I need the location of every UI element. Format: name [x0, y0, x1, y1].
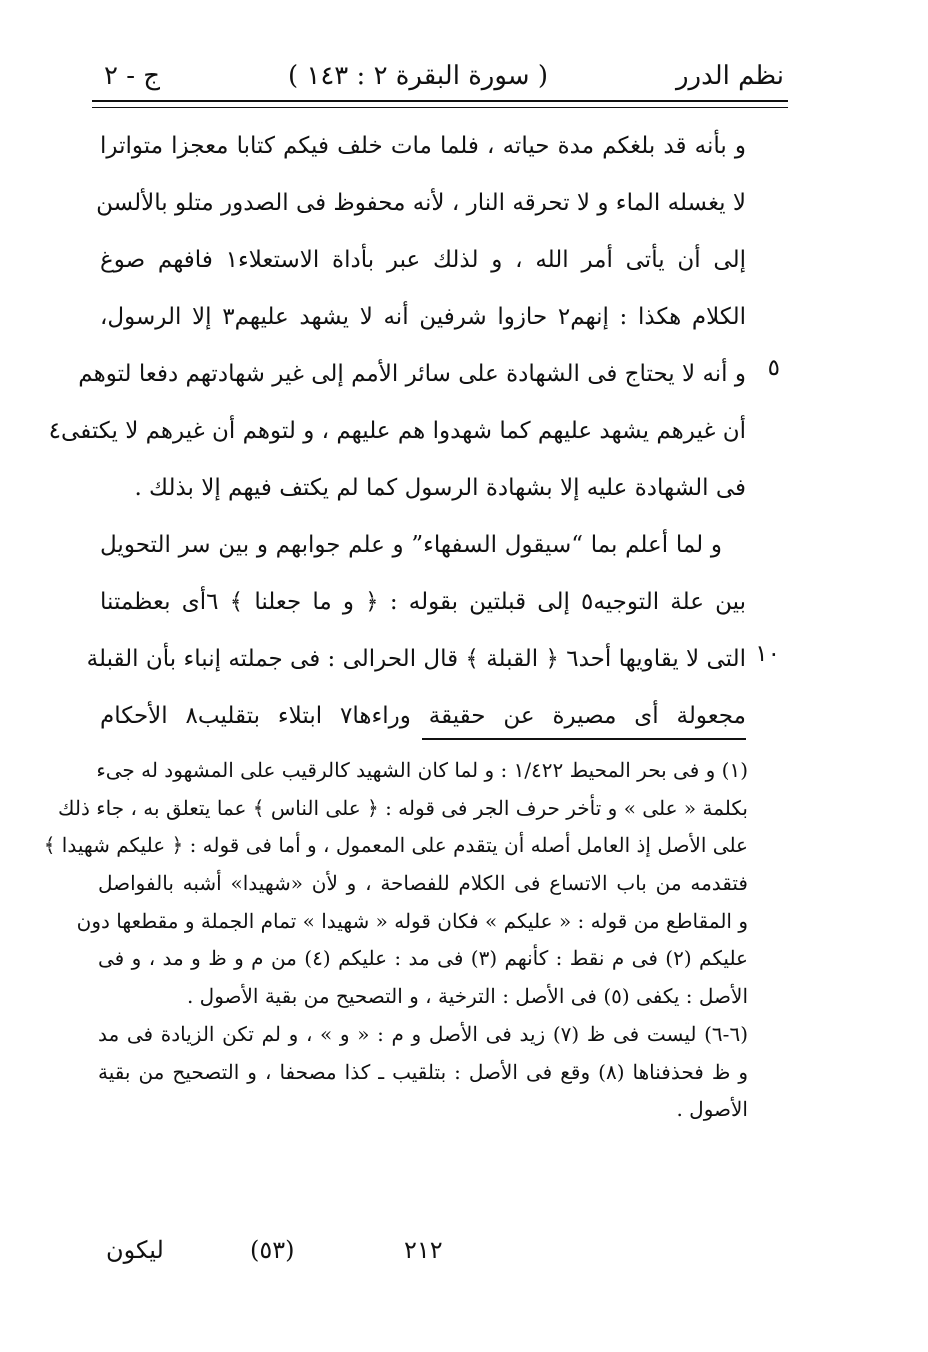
text-line: و أنه لا يحتاج فى الشهادة على سائر الأمم إلى غير شهادتهم دفعا لتوهم — [78, 361, 746, 387]
running-header — [96, 56, 784, 96]
footnote-line: و ظ فحذفناها (٨) وقع فى الأصل : بتلقيب ـ كذا مصحفا ، و التصحيح من بقية — [98, 1059, 748, 1084]
main-text — [48, 118, 746, 745]
footnote-line: على الأصل إذ العامل أصله أن يتقدم على المعمول ، و أما فى قوله : ﴿ عليكم شهيدا ﴾ — [43, 833, 748, 858]
text-line: أن غيرهم يشهد عليهم كما شهدوا هم عليهم ، و لتوهم أن غيرهم لا يكتفى٤ — [48, 418, 746, 444]
book-title: نظم الدرر — [675, 61, 784, 91]
footnote-line: عليكم (٢) فى م نقط : كأنهم (٣) فى مد : عليكم (٤) من م و ظ و مد ، و فى — [98, 946, 748, 971]
footnote-line: الأصل : يكفى (٥) فى الأصل : الترخية ، و التصحيح من بقية الأصول . — [186, 984, 748, 1009]
text-line: إلى أن يأتى أمر الله ، و لذلك عبر بأداة الاستعلاء١ فافهم صوغ — [100, 247, 746, 273]
text-line: التى لا يقاويها أحد٦ ﴿ القبلة ﴾ قال الحرالى : فى جملته إنباء بأن القبلة — [86, 646, 746, 672]
line-number: ٥ — [767, 355, 780, 381]
sura-reference: ( سورة البقرة ٢ : ١٤٣ ) — [287, 61, 548, 91]
text-line: فى الشهادة عليه إلا بشهادة الرسول كما لم يكتف فيهم إلا بذلك . — [134, 475, 746, 501]
text-line: و بأنه قد بلغكم مدة حياته ، فلما مات خلف فيكم كتابا معجزا متواترا — [100, 133, 746, 159]
footnote-line: الأصول . — [676, 1097, 748, 1122]
text-line: لا يغسله الماء و لا تحرقه النار ، لأنه محفوظ فى الصدور متلو بالألسن — [96, 190, 746, 216]
footnotes — [43, 752, 748, 1129]
header-rule-thin — [92, 107, 788, 108]
header-rule — [92, 100, 788, 102]
page-number: ٢١٢ — [404, 1236, 443, 1264]
manuscript-reference: (٥٣) — [250, 1236, 295, 1264]
text-line: مجعولة أى مصيرة عن حقيقة وراءها٧ ابتلاء بتقليب٨ الأحكام — [100, 703, 746, 729]
page-footer — [100, 1232, 460, 1268]
text-line: الكلام هكذا : إنهم٢ حازوا شرفين أنه لا يشهد عليهم٣ إلا الرسول، — [100, 304, 746, 330]
volume-label: ج - ٢ — [104, 61, 161, 91]
footnote-line: بكلمة « على » و تأخر حرف الجر فى قوله : ﴿ على الناس ﴾ عما يتعلق به ، جاء ذلك — [58, 795, 748, 820]
text-line: و لما أعلم بما “سيقول السفهاء” و علم جوابهم و بين سر التحويل — [100, 532, 722, 558]
footnote-line: (٦-٦) ليست فى ظ (٧) زيد فى الأصل و م : « و » ، و لم تكن الزيادة فى مد — [98, 1021, 748, 1046]
footnote-line: (١) و فى بحر المحيط ١/٤٢٢ : و لما كان الشهيد كالرقيب على المشهود له جىء — [96, 758, 748, 782]
footnote-rule — [422, 738, 746, 740]
text-line: بين علة التوجيه٥ إلى قبلتين بقوله : ﴿ و ما جعلنا ﴾ ٦أى بعظمتنا — [100, 589, 746, 615]
footnote-line: و المقاطع من قوله : « عليكم » فكان قوله « شهيدا » تمام الجملة و مقطعها دون — [76, 908, 748, 933]
line-number: ١٠ — [755, 641, 780, 667]
catchword: ليكون — [106, 1236, 164, 1264]
footnote-line: فتقدمه من باب الاتساع فى الكلام للفصاحة ، و لأن «شهيدا» أشبه بالفواصل — [98, 871, 748, 896]
